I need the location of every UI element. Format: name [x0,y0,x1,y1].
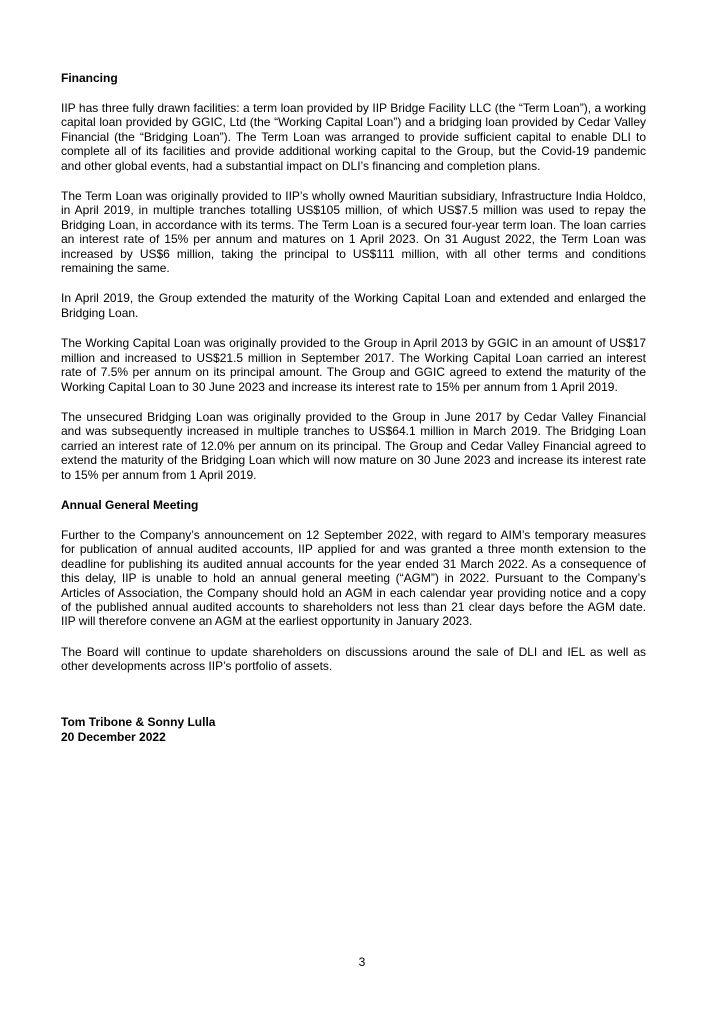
page-number: 3 [358,955,366,969]
financing-paragraph: The Working Capital Loan was originally provided to the Group in April 2013 by GGIC in an amount of US$17 million and increased to US$21.5 million in September 2017. The Working Capital Loan carried an interest rate of 7.5% per annum on its principal amount. The Group and GGIC agreed to extend the maturity of the Working Capital Loan to 30 June 2023 and increase its interest rate to 15% per annum from 1 April 2019. [61,336,646,394]
agm-paragraph: The Board will continue to update shareholders on discussions around the sale of DLI and IEL as well as other developments across IIP’s portfolio of assets. [61,644,646,674]
document-page [61,71,646,745]
financing-paragraph: The unsecured Bridging Loan was originally provided to the Group in June 2017 by Cedar Valley Financial and was subsequently increased in multiple tranches to US$64.1 million in March 2019. The Bridging Loan carried an interest rate of 12.0% per annum on its principal. The Group and Cedar Valley Financial agreed to extend the maturity of the Bridging Loan which will now mature on 30 June 2023 and increase its interest rate to 15% per annum from 1 April 2019. [61,409,646,482]
financing-paragraph: The Term Loan was originally provided to IIP’s wholly owned Mauritian subsidiary, Infrastructure India Holdco, in April 2019, in multiple tranches totalling US$105 million, of which US$7.5 million was used to repay the Bridging Loan, in accordance with its terms. The Term Loan is a secured four-year term loan. The loan carries an interest rate of 15% per annum and matures on 1 April 2023. On 31 August 2022, the Term Loan was increased by US$6 million, taking the principal to US$111 million, with all other terms and conditions remaining the same. [61,189,646,276]
financing-paragraph: IIP has three fully drawn facilities: a term loan provided by IIP Bridge Facility LLC (the “Term Loan”), a working capital loan provided by GGIC, Ltd (the “Working Capital Loan”) and a bridging loan provided by Cedar Valley Financial (the “Bridging Loan”). The Term Loan was arranged to provide sufficient capital to enable DLI to complete all of its facilities and provide additional working capital to the Group, but the Covid-19 pandemic and other global events, had a substantial impact on DLI’s financing and completion plans. [61,101,646,173]
section-heading-agm: Annual General Meeting [61,497,199,512]
signoff-block [61,715,646,745]
section-heading-financing: Financing [61,71,118,85]
signoff-names: Tom Tribone & Sonny Lulla [61,714,216,729]
agm-paragraph: Further to the Company’s announcement on 12 September 2022, with regard to AIM’s temporary measures for publication of annual audited accounts, IIP applied for and was granted a three month extension to the deadline for publishing its audited annual accounts for the year ended 31 March 2022. As a consequence of this delay, IIP is unable to hold an annual general meeting (“AGM”) in 2022. Pursuant to the Company’s Articles of Association, the Company should hold an AGM in each calendar year providing notice and a copy of the published annual audited accounts to shareholders not less than 21 clear days before the AGM date. IIP will therefore convene an AGM at the earliest opportunity in January 2023. [61,527,646,629]
signoff-date: 20 December 2022 [61,729,166,744]
financing-paragraph: In April 2019, the Group extended the maturity of the Working Capital Loan and extended and enlarged the Bridging Loan. [61,291,646,320]
